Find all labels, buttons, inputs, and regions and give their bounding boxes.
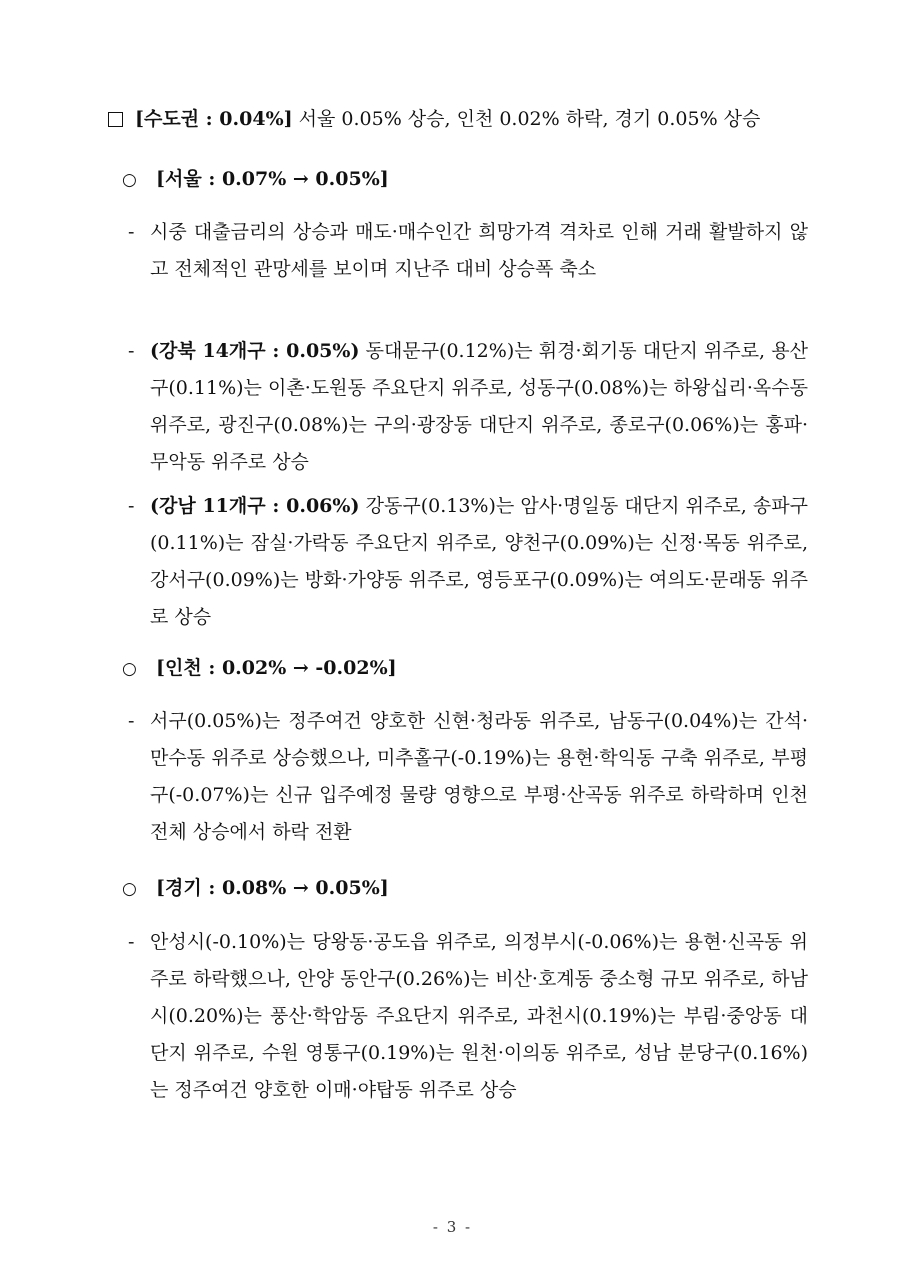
incheon-heading	[122, 653, 397, 684]
dash-bullet: -	[128, 931, 135, 953]
gangnam-text: 강동구(0.13%)는 암사·명일동 대단지 위주로, 송파구(0.11%)는 잠실·가락동 주요단지 위주로, 양천구(0.09%)는 신정·목동 위주로, 강서구(0.09%)는 방화·가양동 위주로, 영등포구(0.09%)는 여의도·문래동 위주로 상승	[150, 495, 808, 628]
dash-bullet: -	[128, 495, 135, 517]
gyeonggi-item-1-text: 안성시(-0.10%)는 당왕동·공도읍 위주로, 의정부시(-0.06%)는 용현·신곡동 위주로 하락했으나, 안양 동안구(0.26%)는 비산·호계동 중소형 규모 위주로, 하남시(0.20%)는 풍산·학암동 주요단지 위주로, 과천시(0.19%)는 부림·중앙동 대단지 위주로, 수원 영통구(0.19%)는 원천·이의동 위주로, 성남 분당구(0.16%)는 정주여건 양호한 이매·야탑동 위주로 상승	[150, 931, 808, 1101]
gyeonggi-heading	[122, 873, 389, 904]
seoul-item-1-text: 시중 대출금리의 상승과 매도·매수인간 희망가격 격차로 인해 거래 활발하지 않고 전체적인 관망세를 보이며 지난주 대비 상승폭 축소	[150, 221, 808, 280]
checkbox-icon	[108, 112, 123, 127]
page-number: - 3 -	[432, 1218, 473, 1236]
section-heading	[108, 104, 808, 134]
seoul-item-2-text	[150, 333, 808, 481]
gyeonggi-item-1	[128, 924, 808, 1109]
gangnam-label: (강남 11개구 : 0.06%)	[150, 495, 360, 517]
seoul-item-2	[128, 333, 808, 481]
incheon-item-1	[128, 703, 808, 851]
seoul-item-3-text	[150, 488, 808, 636]
dash-bullet: -	[128, 340, 135, 362]
gangbuk-text: 동대문구(0.12%)는 휘경·회기동 대단지 위주로, 용산구(0.11%)는 이촌·도원동 주요단지 위주로, 성동구(0.08%)는 하왕십리·옥수동 위주로, 광진구(0.08%)는 구의·광장동 대단지 위주로, 종로구(0.06%)는 홍파·무악동 위주로 상승	[150, 340, 808, 473]
incheon-item-1-text: 서구(0.05%)는 정주여건 양호한 신현·청라동 위주로, 남동구(0.04%)는 간석·만수동 위주로 상승했으나, 미추홀구(-0.19%)는 용현·학익동 구축 위주로, 부평구(-0.07%)는 신규 입주예정 물량 영향으로 부평·산곡동 위주로 하락하며 인천 전체 상승에서 하락 전환	[150, 710, 808, 843]
dash-bullet: -	[128, 710, 135, 732]
region-label: [수도권 : 0.04%]	[135, 108, 293, 130]
circle-bullet-icon: ○	[122, 659, 137, 679]
circle-bullet-icon: ○	[122, 170, 137, 190]
seoul-item-1	[128, 214, 808, 288]
circle-bullet-icon: ○	[122, 879, 137, 899]
seoul-heading-text: [서울 : 0.07% → 0.05%]	[156, 168, 389, 190]
gyeonggi-heading-text: [경기 : 0.08% → 0.05%]	[156, 877, 389, 899]
seoul-heading	[122, 164, 389, 195]
seoul-item-3	[128, 488, 808, 636]
dash-bullet: -	[128, 221, 135, 243]
gangbuk-label: (강북 14개구 : 0.05%)	[150, 340, 360, 362]
incheon-heading-text: [인천 : 0.02% → -0.02%]	[156, 657, 397, 679]
region-summary: 서울 0.05% 상승, 인천 0.02% 하락, 경기 0.05% 상승	[292, 108, 761, 130]
